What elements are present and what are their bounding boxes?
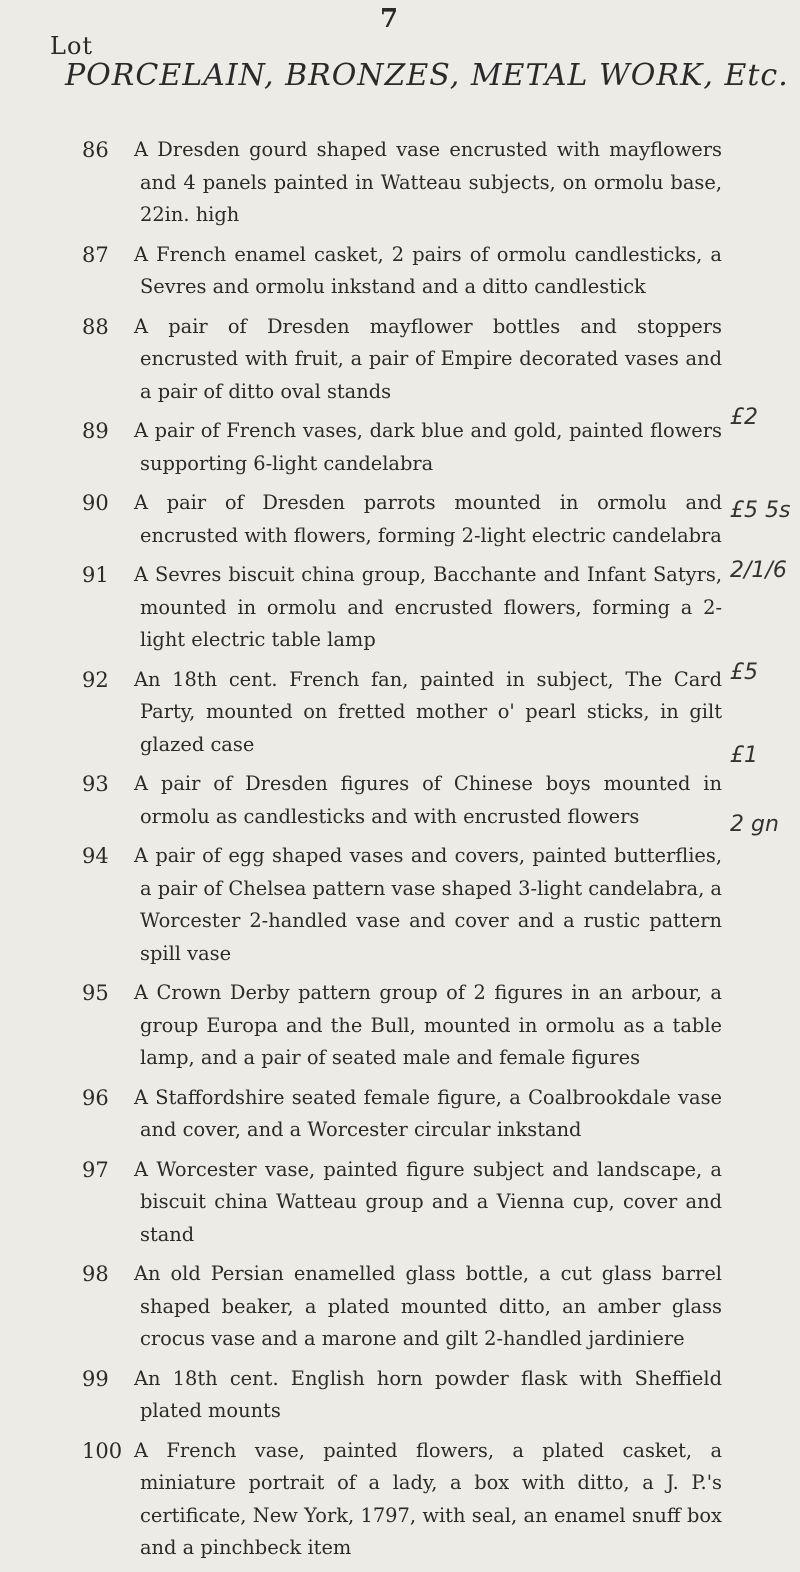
lot-entry — [82, 134, 722, 232]
lot-description: A pair of French vases, dark blue and gold, painted flowers supporting 6-light candelabra — [134, 419, 722, 475]
lot-entry — [82, 311, 722, 409]
section-title: PORCELAIN, BRONZES, METAL WORK, Etc. — [65, 58, 789, 93]
margin-note: £5 5s — [730, 498, 791, 523]
lot-entry — [82, 487, 722, 552]
margin-note: £2 — [730, 405, 758, 430]
lot-number: 91 — [82, 563, 109, 587]
lot-column-label: Lot — [50, 32, 94, 60]
lot-description: A Dresden gourd shaped vase encrusted with mayflowers and 4 panels painted in Watteau subjects, on ormolu base, 22in. high — [134, 138, 722, 226]
lot-number: 92 — [82, 667, 109, 692]
lot-description: A pair of Dresden parrots mounted in ormolu and encrusted with flowers, forming 2-light electric candelabra — [134, 491, 722, 547]
lot-number: 98 — [82, 1262, 109, 1286]
lot-number: 87 — [82, 242, 109, 267]
lot-entry — [82, 239, 722, 304]
margin-note: 2 gn — [730, 812, 779, 837]
lot-entry — [82, 977, 722, 1075]
lot-entry — [82, 840, 722, 970]
lot-description: A Worcester vase, painted figure subject and landscape, a biscuit china Watteau group and a Vienna cup, cover and stand — [134, 1157, 722, 1246]
lot-number: 86 — [82, 138, 109, 162]
lot-number: 88 — [82, 314, 109, 339]
lot-list — [82, 134, 722, 1572]
margin-note: £1 — [730, 743, 758, 768]
lot-entry — [82, 1258, 722, 1356]
lot-description: A Sevres biscuit china group, Bacchante and Infant Satyrs, mounted in ormolu and encrusted flowers, forming a 2-light electric table lamp — [134, 563, 722, 651]
lot-number: 96 — [82, 1085, 109, 1110]
lot-entry — [82, 1154, 722, 1252]
lot-description: A Crown Derby pattern group of 2 figures in an arbour, a group Europa and the Bull, mounted in ormolu as a table lamp, and a pair of seated male and female figures — [134, 981, 722, 1069]
lot-description: A pair of egg shaped vases and covers, painted butterflies, a pair of Chelsea pattern vase shaped 3-light candelabra, a Worcester 2-handled vase and cover and a rustic pattern spill vase — [134, 844, 722, 965]
lot-entry — [82, 768, 722, 833]
lot-entry — [82, 1435, 722, 1565]
lot-number: 89 — [82, 419, 109, 443]
margin-note: £5 — [730, 660, 758, 685]
lot-number: 97 — [82, 1157, 109, 1182]
page-number: 7 — [380, 4, 399, 34]
lot-number: 90 — [82, 491, 109, 515]
lot-number: 94 — [82, 844, 109, 868]
lot-description: A Staffordshire seated female figure, a Coalbrookdale vase and cover, and a Worcester circular inkstand — [134, 1085, 722, 1141]
lot-entry — [82, 1363, 722, 1428]
lot-description: An old Persian enamelled glass bottle, a cut glass barrel shaped beaker, a plated mounted ditto, an amber glass crocus vase and a marone and gilt 2-handled jardiniere — [134, 1262, 722, 1350]
lot-entry — [82, 664, 722, 762]
lot-description: A pair of Dresden mayflower bottles and stoppers encrusted with fruit, a pair of Empire decorated vases and a pair of ditto oval stands — [134, 314, 722, 403]
lot-number: 95 — [82, 981, 109, 1005]
lot-description: A pair of Dresden figures of Chinese boys mounted in ormolu as candlesticks and with encrusted flowers — [134, 772, 722, 828]
margin-note: 2/1/6 — [730, 558, 787, 583]
lot-number: 93 — [82, 772, 109, 796]
lot-description: A French vase, painted flowers, a plated casket, a miniature portrait of a lady, a box with ditto, a J. P.'s certificate, New York, 1797, with seal, an enamel snuff box and a pinchbeck item — [134, 1438, 722, 1559]
lot-number: 99 — [82, 1366, 109, 1391]
lot-description: A French enamel casket, 2 pairs of ormolu candlesticks, a Sevres and ormolu inkstand and a ditto candlestick — [134, 242, 722, 298]
lot-description: An 18th cent. English horn powder flask with Sheffield plated mounts — [134, 1366, 722, 1422]
lot-entry — [82, 415, 722, 480]
lot-entry — [82, 559, 722, 657]
lot-number: 100 — [82, 1438, 123, 1463]
lot-entry — [82, 1082, 722, 1147]
lot-description: An 18th cent. French fan, painted in subject, The Card Party, mounted on fretted mother o' pearl sticks, in gilt glazed case — [134, 667, 722, 756]
